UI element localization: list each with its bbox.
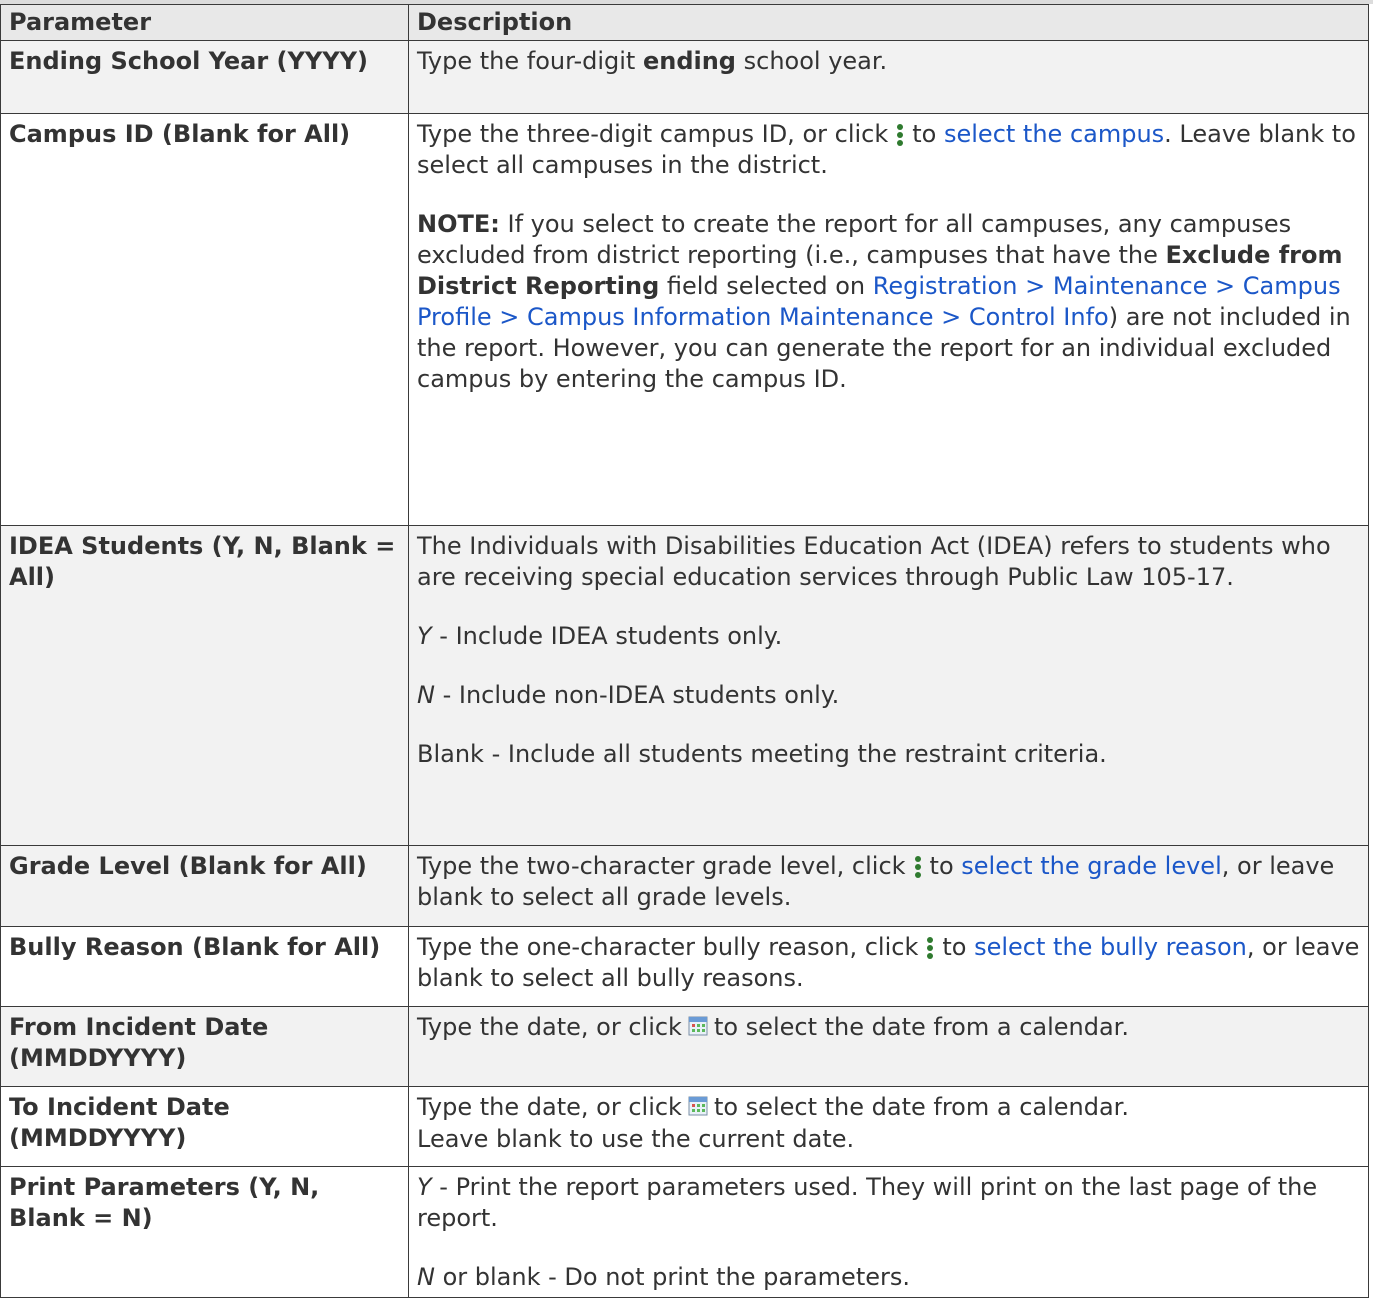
calendar-icon[interactable] bbox=[688, 1013, 708, 1044]
option-code: N bbox=[417, 681, 435, 709]
dots-lookup-icon[interactable] bbox=[924, 937, 936, 959]
desc-print-parameters bbox=[409, 1167, 1369, 1298]
desc-bully-reason bbox=[409, 927, 1369, 1007]
print-option-n bbox=[417, 1262, 1362, 1293]
header-parameter: Parameter bbox=[1, 5, 409, 41]
registration-control-info-link[interactable]: Registration > Maintenance > Campus Profile > Campus Information Maintenance > Control Info bbox=[417, 272, 1341, 331]
header-description: Description bbox=[409, 5, 1369, 41]
desc-ending-school-year bbox=[409, 41, 1369, 114]
row-idea-students bbox=[1, 526, 1369, 846]
row-print-parameters bbox=[1, 1167, 1369, 1298]
row-grade-level bbox=[1, 846, 1369, 927]
param-idea-students: IDEA Students (Y, N, Blank = All) bbox=[1, 526, 409, 846]
idea-option-y bbox=[417, 621, 1362, 652]
dots-lookup-icon[interactable] bbox=[894, 124, 906, 146]
param-campus-id: Campus ID (Blank for All) bbox=[1, 114, 409, 526]
desc-text: to bbox=[929, 852, 954, 880]
note-text: field selected on bbox=[659, 272, 873, 300]
desc-from-incident-date bbox=[409, 1007, 1369, 1087]
desc-text: Type the one-character bully reason, click bbox=[417, 933, 919, 961]
desc-text: Type the two-character grade level, click bbox=[417, 852, 906, 880]
option-code: Y bbox=[417, 1173, 432, 1201]
desc-bold-ending: ending bbox=[642, 47, 736, 75]
desc-text: school year. bbox=[736, 47, 888, 75]
note-text: If you select to create the report for all campuses, any campuses excluded from district reporting (i.e., campuses that have the bbox=[417, 210, 1292, 269]
row-bully-reason bbox=[1, 927, 1369, 1007]
parameters-table bbox=[0, 4, 1369, 1298]
param-print-parameters: Print Parameters (Y, N, Blank = N) bbox=[1, 1167, 409, 1298]
desc-text: Type the date, or click bbox=[417, 1013, 682, 1041]
campus-description bbox=[417, 119, 1362, 181]
idea-description: The Individuals with Disabilities Education Act (IDEA) refers to students who are receiving special education services through Public Law 105-17. bbox=[417, 532, 1331, 591]
desc-text: , or leave blank to select all bully reasons. bbox=[417, 933, 1360, 992]
header-row bbox=[1, 5, 1369, 41]
desc-text: Type the date, or click bbox=[417, 1093, 682, 1121]
row-to-incident-date bbox=[1, 1087, 1369, 1167]
param-bully-reason: Bully Reason (Blank for All) bbox=[1, 927, 409, 1007]
desc-idea-students bbox=[409, 526, 1369, 846]
row-from-incident-date bbox=[1, 1007, 1369, 1087]
note-text: ) are not included in the report. However, you can generate the report for an individual excluded campus by entering the campus ID. bbox=[417, 303, 1351, 393]
note-label: NOTE: bbox=[417, 210, 500, 238]
desc-text: to select the date from a calendar. bbox=[713, 1093, 1129, 1121]
desc-to-incident-date bbox=[409, 1087, 1369, 1167]
param-to-incident-date: To Incident Date (MMDDYYYY) bbox=[1, 1087, 409, 1167]
desc-text: Type the four-digit bbox=[417, 47, 643, 75]
option-text: - Print the report parameters used. They will print on the last page of the report. bbox=[417, 1173, 1318, 1232]
desc-text: Type the three-digit campus ID, or click bbox=[417, 120, 889, 148]
desc-text: . Leave blank to select all campuses in the district. bbox=[417, 120, 1356, 179]
option-text: - Include IDEA students only. bbox=[431, 622, 783, 650]
desc-text: to bbox=[912, 120, 937, 148]
select-bully-reason-link[interactable]: select the bully reason bbox=[974, 933, 1247, 961]
note-bold-field: Exclude from District Reporting bbox=[417, 241, 1343, 300]
print-option-y bbox=[417, 1172, 1362, 1234]
select-grade-level-link[interactable]: select the grade level bbox=[961, 852, 1222, 880]
param-from-incident-date: From Incident Date (MMDDYYYY) bbox=[1, 1007, 409, 1087]
campus-note bbox=[417, 209, 1362, 395]
desc-text: to select the date from a calendar. bbox=[713, 1013, 1129, 1041]
option-code: N bbox=[417, 1263, 435, 1291]
option-code: Y bbox=[417, 622, 432, 650]
idea-option-n bbox=[417, 680, 1362, 711]
option-text: or blank - Do not print the parameters. bbox=[434, 1263, 910, 1291]
idea-option-blank: Blank - Include all students meeting the restraint criteria. bbox=[417, 740, 1107, 768]
desc-campus-id bbox=[409, 114, 1369, 526]
param-ending-school-year: Ending School Year (YYYY) bbox=[1, 41, 409, 114]
desc-text: to bbox=[942, 933, 967, 961]
param-grade-level: Grade Level (Blank for All) bbox=[1, 846, 409, 927]
option-text: - Include non-IDEA students only. bbox=[434, 681, 840, 709]
row-campus-id bbox=[1, 114, 1369, 526]
desc-grade-level bbox=[409, 846, 1369, 927]
desc-text: Leave blank to use the current date. bbox=[417, 1124, 855, 1153]
select-campus-link[interactable]: select the campus bbox=[943, 120, 1165, 148]
dots-lookup-icon[interactable] bbox=[912, 856, 924, 878]
row-ending-school-year bbox=[1, 41, 1369, 114]
calendar-icon[interactable] bbox=[688, 1093, 708, 1124]
desc-text: , or leave blank to select all grade levels. bbox=[417, 852, 1335, 911]
